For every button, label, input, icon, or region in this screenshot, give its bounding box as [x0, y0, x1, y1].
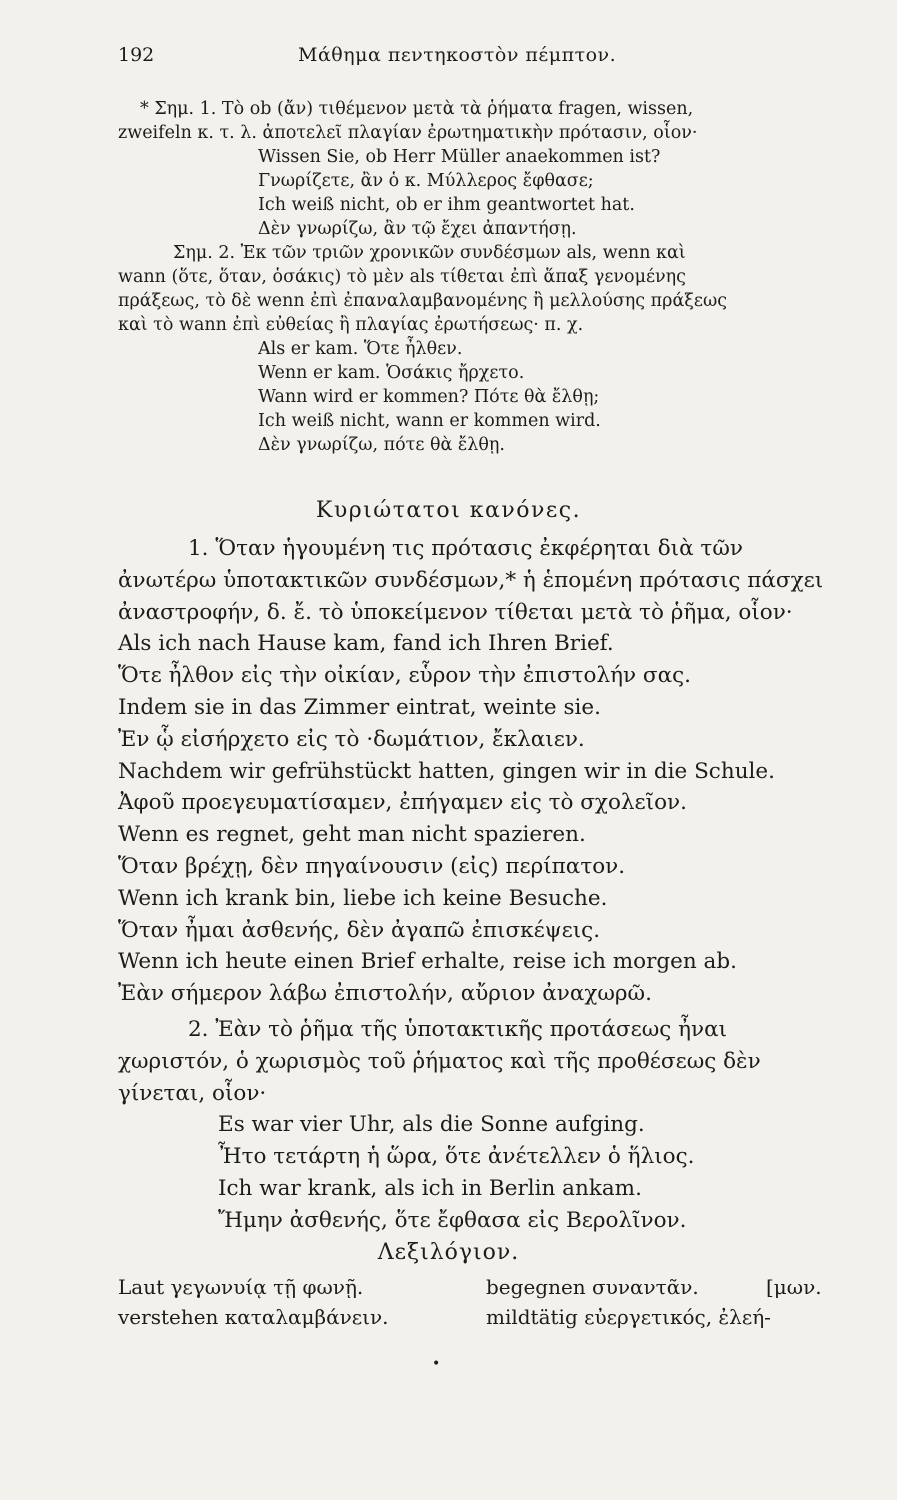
- note2-example: Δὲν γνωρίζω, πότε θὰ ἔλθῃ.: [258, 435, 505, 455]
- lexicon-entry: begegnen συναντᾶν.: [486, 1275, 699, 1299]
- rule1-line: ἀνωτέρω ὑποτακτικῶν συνδέσμων,* ἡ ἑπομένη πρότασις πάσχει: [118, 567, 824, 593]
- rule2-example: Ἤμην ἀσθενής, ὅτε ἔφθασα εἰς Βερολῖνον.: [218, 1207, 687, 1233]
- rule1-example: Nachdem wir gefrühstückt hatten, gingen wir in die Schule.: [118, 758, 775, 784]
- rule1-example: Ὅταν ἦμαι ἀσθενής, δὲν ἀγαπῶ ἐπισκέψεις.: [118, 917, 601, 943]
- note1-line: * Σημ. 1. Τὸ ob (ἄν) τιθέμενον μετὰ τὰ ῥήματα fragen, wissen,: [140, 99, 694, 119]
- rules-heading: Κυριώτατοι κανόνες.: [315, 498, 582, 523]
- rule1-example: Ὅτε ἦλθον εἰς τὴν οἰκίαν, εὗρον τὴν ἐπιστολήν σας.: [118, 663, 691, 689]
- lexicon-entry: Laut γεγωνυίᾳ τῇ φωνῇ.: [118, 1275, 364, 1299]
- lexicon-left-column: [118, 1272, 389, 1332]
- rule1-line: 1. Ὅταν ἡγουμένη τις πρότασις ἐκφέρηται διὰ τῶν: [188, 536, 743, 561]
- running-title: Μάθημα πεντηκοστὸν πέμπτον.: [298, 44, 617, 66]
- rule1-example: Indem sie in das Zimmer eintrat, weinte sie.: [118, 694, 601, 720]
- note1-example: Wissen Sie, ob Herr Müller anaekommen ist?: [258, 147, 661, 167]
- rule1-example: Ὅταν βρέχῃ, δὲν πηγαίνουσιν (εἰς) περίπατον.: [118, 853, 626, 879]
- note2-line: καὶ τὸ wann ἐπὶ εὐθείας ἢ πλαγίας ἐρωτήσεως· π. χ.: [118, 315, 584, 335]
- note2-line: πράξεως, τὸ δὲ wenn ἐπὶ ἐπαναλαμβανομένης ἢ μελλούσης πράξεως: [118, 291, 728, 311]
- lexicon-entry: mildtätig εὐεργετικός, ἐλεή-: [486, 1305, 771, 1329]
- rule1-example: Wenn ich krank bin, liebe ich keine Besuche.: [118, 885, 608, 911]
- note2-example: Wenn er kam. Ὁσάκις ἤρχετο.: [258, 363, 525, 383]
- note2-example: Als er kam. Ὅτε ἦλθεν.: [258, 339, 463, 359]
- rule1-example: Wenn es regnet, geht man nicht spazieren.: [118, 822, 586, 848]
- lexicon-entry: verstehen καταλαμβάνειν.: [118, 1305, 389, 1329]
- note1-example: Ich weiß nicht, ob er ihm geantwortet hat.: [258, 195, 635, 215]
- lexicon-heading: Λεξιλόγιον.: [377, 1240, 520, 1265]
- rule2-line: γίνεται, οἷον·: [118, 1080, 267, 1106]
- rule2-example: Ich war krank, als ich in Berlin ankam.: [218, 1175, 642, 1201]
- page-header: [118, 44, 808, 74]
- note1-example: Δὲν γνωρίζω, ἂν τῷ ἔχει ἀπαντήσῃ.: [258, 219, 577, 239]
- rule1-example: Ἐν ᾧ εἰσήρχετο εἰς τὸ ·δωμάτιον, ἔκλαιεν.: [118, 726, 585, 752]
- note2-example: Wann wird er kommen? Πότε θὰ ἔλθῃ;: [258, 387, 600, 407]
- page-number: 192: [118, 44, 155, 66]
- rules-body: [118, 533, 824, 1237]
- lexicon-continuation: [μων.: [766, 1275, 822, 1299]
- footnotes: [118, 97, 818, 457]
- note1-example: Γνωρίζετε, ἂν ὁ κ. Μύλλερος ἔφθασε;: [258, 171, 594, 191]
- rule1-example: Wenn ich heute einen Brief erhalte, reise ich morgen ab.: [118, 949, 737, 975]
- note1-line: zweifeln κ. τ. λ. ἀποτελεῖ πλαγίαν ἐρωτηματικὴν πρότασιν, οἷον·: [118, 123, 698, 143]
- footer-mark: •: [432, 1356, 441, 1372]
- lexicon-right-column: [486, 1272, 771, 1332]
- note2-line: wann (ὅτε, ὅταν, ὁσάκις) τὸ μὲν als τίθεται ἐπὶ ἅπαξ γενομένης: [118, 267, 686, 287]
- rule1-example: Ἐὰν σήμερον λάβω ἐπιστολήν, αὔριον ἀναχωρῶ.: [118, 981, 652, 1007]
- note2-line: Σημ. 2. Ἐκ τῶν τριῶν χρονικῶν συνδέσμων als, wenn καὶ: [173, 243, 686, 263]
- note2-example: Ich weiß nicht, wann er kommen wird.: [258, 411, 601, 431]
- rule1-line: ἀναστροφήν, δ. ἔ. τὸ ὑποκείμενον τίθεται μετὰ τὸ ῥῆμα, οἷον·: [118, 599, 793, 625]
- rule1-example: Ἀφοῦ προεγευματίσαμεν, ἐπήγαμεν εἰς τὸ σχολεῖον.: [118, 790, 687, 816]
- rule1-example: Als ich nach Hause kam, fand ich Ihren Brief.: [118, 631, 614, 657]
- rule2-example: Es war vier Uhr, als die Sonne aufging.: [218, 1112, 645, 1138]
- rule2-example: Ἦτο τετάρτη ἡ ὥρα, ὅτε ἀνέτελλεν ὁ ἥλιος.: [218, 1144, 695, 1170]
- rule2-line: χωριστόν, ὁ χωρισμὸς τοῦ ῥήματος καὶ τῆς προθέσεως δὲν: [118, 1048, 761, 1074]
- rule2-line: 2. Ἐὰν τὸ ῥῆμα τῆς ὑποτακτικῆς προτάσεως ἦναι: [188, 1016, 728, 1042]
